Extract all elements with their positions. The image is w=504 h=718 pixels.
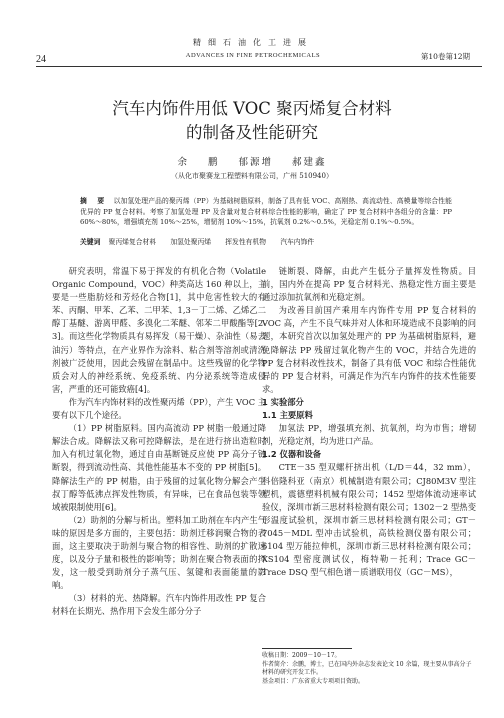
affiliation: （从化市聚赛龙工程塑料有限公司，广州 510940） (171, 172, 333, 180)
body-paragraph: 研究表明，常温下易于挥发的有机化合物（Volatile Organic Compound，VOC）种类高达 160 种以上，主要是一些脂肪烃和芳烃化合物[1]，其中危害性较大的有苯、丙酮、甲苯、乙苯、二甲苯、1,3－丁二烯、乙烯乙二醇丁基醚、游离甲醛、多溴化二苯醚、邻苯二甲酸酯等[2-3]。而这些化学物质具有易挥发（易干燥）、杂油性（易去油污）等特点，在产业界作为涂料、粘合剂等溶剂或清洗剂被广泛使用，因此会残留在制品中。这些残留的化学物质会对人的神经系统、免疫系统、内分泌系统等造成侵害，严重的还可能致癌[4]。 (52, 266, 266, 394)
keywords-label: 关键词 (80, 238, 101, 246)
body-paragraph: CTE－35 型双螺杆挤出机（L/D＝44，32 mm），科倍隆科亚（南京）机械制造有限公司；CJ80M3V 型注塑机，震德塑料机械有限公司；1452 型熔体流动速率试验仪，深圳市新三思材料检测有限公司；1302－2 型热变形温度试验机，深圳市新三思材料检测有限公司；GT－7045－MDL 型冲击试验机，高铁检测仪器有限公司；6104 型万能拉伸机，深圳市新三思材料检测有限公司；XS104 型密度测试仪，梅特勒－托利；Trace GC－Trace DSQ 型气相色谱－质谱联用仪（GC－MS）， (262, 462, 476, 578)
section-heading: 1 实验部分 (262, 396, 304, 407)
footnote-fund: 基金项目：广东省重大专项项目资助。 (262, 677, 365, 685)
keyword: 挥发性有机物 (225, 238, 267, 246)
body-paragraph: （3）材料的光、热降解。汽车内饰件用改性 PP 复合材料在长期光、热作用下会发生部分分子 (52, 593, 266, 617)
body-paragraph: （2）助剂的分解与析出。塑料加工助剂在车内产生气味的原因是多方面的，主要包括：助剂迁移润聚合物的表面，这主要取决于助剂与聚合物的相容性、助剂的扩散速度，以及分子量和极性的影响等；助剂在聚合物表面的挥发，这一般受到助剂分子蒸气压、氢键和表面能量的影响。 (52, 514, 266, 591)
page-number: 24 (36, 54, 46, 65)
volume-issue: 第10卷第12期 (420, 52, 470, 61)
body-paragraph: 链断裂、降解，由此产生低分子量挥发性物质。目前，国内外在提高 PP 复合材料光、热稳定性方面主要是通过添加抗氧剂和光稳定剂。 (262, 266, 476, 303)
subsection-heading: 1.2 仪器和设备 (262, 449, 322, 460)
authors: 余 鹏 郁源增 郝建鑫 (177, 157, 327, 168)
footnote-rule (262, 648, 352, 649)
paper-title-line-2: 的制备及性能研究 (186, 123, 318, 142)
abstract (80, 196, 452, 228)
keyword: 加氢处聚丙烯 (170, 238, 212, 246)
left-column (52, 265, 266, 619)
abstract-text: 以加氢处理产品的聚丙烯（PP）为基础树脂原料，制备了具有低 VOC、高刚热、高流动性、高模量等综合性能优异的 PP 复合材料。考察了加氢处理 PP 及含量对复合材料综合性能的影响，确定了 PP 复合材料中各组分的含量：PP 60%～80%，增强填充剂 10%～25%，增韧剂 10%～15%，抗氧剂 0.2%～0.5%，光稳定剂 0.1%～0.5%。 (80, 197, 452, 227)
body-paragraph: 加氢法 PP，增强填充剂、抗氧剂，均为市售；增韧剂，光稳定剂，均为进口产品。 (262, 423, 476, 447)
subsection-heading: 1.1 主要原料 (262, 410, 313, 421)
journal-name-cn: 精细石油化工进展 (193, 38, 313, 47)
keyword: 聚丙烯复合材料 (108, 238, 157, 246)
body-paragraph: 作为汽车内饰材料的改性聚丙烯（PP），产生 VOC 主要有以下几个途径。 (52, 396, 266, 421)
footnote-received: 收稿日期：2009－10－17。 (262, 652, 341, 659)
header-rule (36, 66, 482, 67)
right-column (262, 265, 476, 579)
footnote (262, 648, 476, 686)
keywords (80, 236, 452, 246)
abstract-label: 摘 要 (80, 197, 109, 205)
body-paragraph: 为改善目前国产乘用车内饰件专用 PP 复合材料的 VOC 高，产生不良气味并对人体和环境造成不良影响的问题，本研究首次以加氢处理产的 PP 为基础树脂原料，避免降解法 PP 残留过氧化物产生的 VOC，并结合先进的 PP 复合材料改性技术，制备了具有低 VOC 和综合性能优异的 PP 复合材料，可满足作为汽车内饰件的技术性能要求。 (262, 305, 476, 394)
body-paragraph: （1）PP 树脂原料。国内高流动 PP 树脂一般通过降解法合成。降解法又称可控降解法，是在进行挤出造粒时加入有机过氧化物，通过自由基断链反应使 PP 高分子链断裂，得到流动性高、其他性能基本不变的 PP 树脂[5]。降解法生产的 PP 树脂，由于残留的过氧化物分解会产生叔丁醇等低沸点挥发性物质，有异味，已在食品包装等领域被限制使用[6]。 (52, 423, 266, 512)
footnote-author-bio: 作者简介：余鹏，博士，已在国内外杂志发表论文 10 余篇，现主要从事高分子材料的研究开发工作。 (262, 660, 472, 676)
journal-header (16, 0, 490, 70)
keyword: 汽车内饰件 (280, 238, 315, 246)
journal-name-en: ADVANCES IN FINE PETROCHEMICALS (185, 52, 321, 59)
paper-title-line-1: 汽车内饰件用低 VOC 聚丙烯复合材料 (112, 99, 392, 118)
